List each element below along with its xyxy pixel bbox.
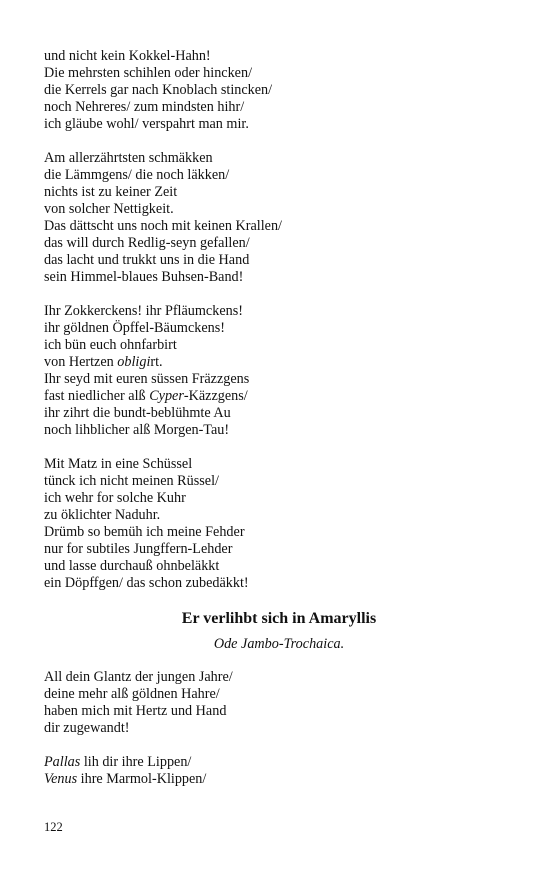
verse-line bbox=[44, 771, 514, 788]
verse-line: sein Himmel-blaues Buhsen-Band! bbox=[44, 269, 244, 285]
verse-line: noch lihblicher alß Morgen-Tau! bbox=[44, 422, 230, 438]
verse-line bbox=[44, 354, 514, 371]
verse-line: nichts ist zu keiner Zeit bbox=[44, 184, 178, 200]
verse-line: zu öklichter Naduhr. bbox=[44, 507, 161, 523]
italic-text: Cyper bbox=[149, 388, 184, 404]
verse-line: deine mehr alß göldnen Hahre/ bbox=[44, 686, 220, 702]
verse-line: dir zugewandt! bbox=[44, 720, 130, 736]
poem-subtitle: Ode Jambo-Trochaica. bbox=[213, 636, 345, 652]
poem-amaryllis bbox=[44, 669, 514, 788]
stanza bbox=[44, 456, 514, 592]
verse-line: ein Döpffgen/ das schon zubedäkkt! bbox=[44, 575, 249, 591]
text-segment: -Käzzgens/ bbox=[183, 388, 248, 404]
verse-line: Drümb so bemüh ich meine Fehder bbox=[44, 524, 245, 540]
verse-line: von solcher Nettigkeit. bbox=[44, 201, 174, 217]
verse-line: nur for subtiles Jungffern-Lehder bbox=[44, 541, 233, 557]
verse-line: ihr zihrt die bundt-beblühmte Au bbox=[44, 405, 231, 421]
verse-line: All dein Glantz der jungen Jahre/ bbox=[44, 669, 233, 685]
text-segment: fast niedlicher alß bbox=[44, 388, 150, 404]
verse-line: das will durch Redlig-seyn gefallen/ bbox=[44, 235, 250, 251]
text-segment: lih dir ihre Lippen/ bbox=[80, 754, 192, 770]
verse-line: ich gläube wohl/ verspahrt man mir. bbox=[44, 116, 249, 132]
text-segment: von Hertzen bbox=[44, 354, 118, 370]
italic-text: Venus bbox=[44, 771, 78, 787]
verse-line: ich wehr for solche Kuhr bbox=[44, 490, 186, 506]
stanza bbox=[44, 150, 514, 286]
verse-line: und nicht kein Kokkel-Hahn! bbox=[44, 48, 211, 64]
verse-line: Mit Matz in eine Schüssel bbox=[44, 456, 193, 472]
verse-line: die Kerrels gar nach Knoblach stincken/ bbox=[44, 82, 273, 98]
poem-continued bbox=[44, 48, 514, 592]
stanza bbox=[44, 669, 514, 737]
verse-line: noch Nehreres/ zum mindsten hihr/ bbox=[44, 99, 245, 115]
text-segment: ihre Marmol-Klippen/ bbox=[77, 771, 207, 787]
verse-line: tünck ich nicht meinen Rüssel/ bbox=[44, 473, 219, 489]
verse-line: ich bün euch ohnfarbirt bbox=[44, 337, 177, 353]
poem-title: Er verlihbt sich in Amaryllis bbox=[181, 610, 377, 627]
page-body bbox=[44, 48, 514, 805]
verse-line bbox=[44, 388, 514, 405]
verse-line: Die mehrsten schihlen oder hincken/ bbox=[44, 65, 253, 81]
stanza bbox=[44, 48, 514, 133]
verse-line: das lacht und trukkt uns in die Hand bbox=[44, 252, 250, 268]
verse-line: haben mich mit Hertz und Hand bbox=[44, 703, 227, 719]
verse-line: Am allerzährtsten schmäkken bbox=[44, 150, 213, 166]
stanza bbox=[44, 754, 514, 788]
stanza bbox=[44, 303, 514, 439]
verse-line: Das dättscht uns noch mit keinen Krallen/ bbox=[44, 218, 282, 234]
italic-text: Pallas bbox=[44, 754, 81, 770]
verse-line: die Lämmgens/ die noch läkken/ bbox=[44, 167, 230, 183]
verse-line: ihr göldnen Öpffel-Bäumckens! bbox=[44, 320, 225, 336]
verse-line bbox=[44, 754, 514, 771]
verse-line: und lasse durchauß ohnbeläkkt bbox=[44, 558, 220, 574]
verse-line: Ihr seyd mit euren süssen Fräzzgens bbox=[44, 371, 250, 387]
verse-line: Ihr Zokkerckens! ihr Pfläumckens! bbox=[44, 303, 243, 319]
page-number: 122 bbox=[44, 820, 63, 834]
text-segment: rt. bbox=[150, 354, 163, 370]
italic-text: obligi bbox=[117, 354, 151, 370]
